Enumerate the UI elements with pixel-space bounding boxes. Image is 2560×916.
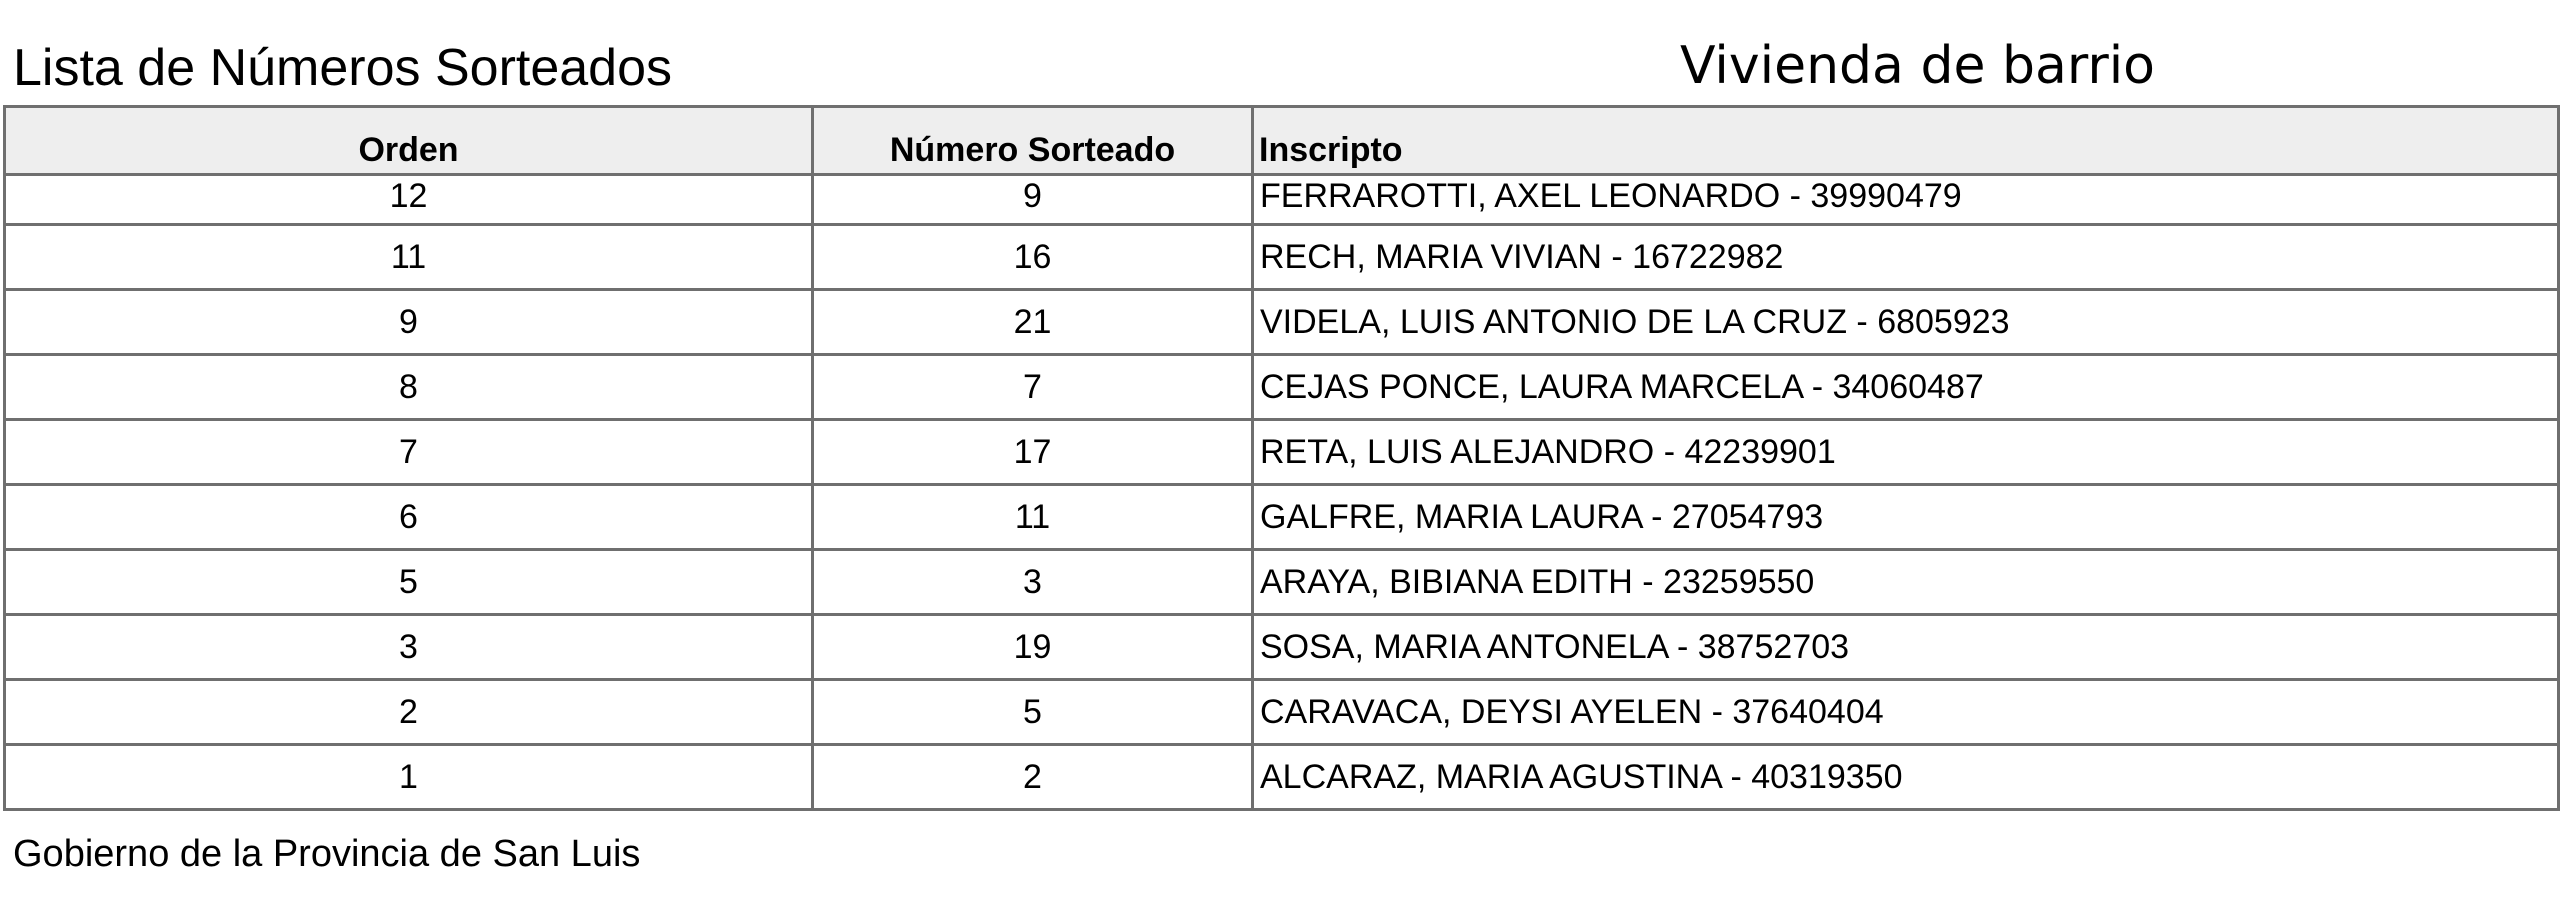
cell-orden: 6 xyxy=(5,485,813,550)
table-header-row xyxy=(5,107,2559,175)
page-title: Lista de Números Sorteados xyxy=(13,39,673,97)
table-row xyxy=(5,680,2559,745)
table-row xyxy=(5,550,2559,615)
cell-inscripto: CARAVACA, DEYSI AYELEN - 37640404 xyxy=(1253,680,2559,745)
cell-numero-sorteado: 16 xyxy=(813,225,1253,290)
cell-numero-sorteado: 19 xyxy=(813,615,1253,680)
cell-orden: 3 xyxy=(5,615,813,680)
cell-numero-sorteado: 21 xyxy=(813,290,1253,355)
cell-orden: 12 xyxy=(5,175,813,225)
cell-numero-sorteado: 7 xyxy=(813,355,1253,420)
cell-inscripto: RECH, MARIA VIVIAN - 16722982 xyxy=(1253,225,2559,290)
cell-numero-sorteado: 17 xyxy=(813,420,1253,485)
cell-inscripto: GALFRE, MARIA LAURA - 27054793 xyxy=(1253,485,2559,550)
cell-inscripto: FERRAROTTI, AXEL LEONARDO - 39990479 xyxy=(1253,175,2559,225)
table-row xyxy=(5,355,2559,420)
column-header-numero-sorteado: Número Sorteado xyxy=(813,107,1253,175)
table-row xyxy=(5,175,2559,225)
cell-inscripto: VIDELA, LUIS ANTONIO DE LA CRUZ - 6805923 xyxy=(1253,290,2559,355)
cell-orden: 2 xyxy=(5,680,813,745)
column-header-inscripto: Inscripto xyxy=(1253,107,2559,175)
cell-inscripto: SOSA, MARIA ANTONELA - 38752703 xyxy=(1253,615,2559,680)
cell-orden: 7 xyxy=(5,420,813,485)
cell-orden: 5 xyxy=(5,550,813,615)
cell-orden: 8 xyxy=(5,355,813,420)
cell-orden: 11 xyxy=(5,225,813,290)
table-row xyxy=(5,225,2559,290)
cell-numero-sorteado: 11 xyxy=(813,485,1253,550)
cell-inscripto: ALCARAZ, MARIA AGUSTINA - 40319350 xyxy=(1253,745,2559,810)
table-row xyxy=(5,615,2559,680)
cell-numero-sorteado: 9 xyxy=(813,175,1253,225)
table-row xyxy=(5,290,2559,355)
cell-orden: 9 xyxy=(5,290,813,355)
page-subtitle: Vivienda de barrio xyxy=(1680,36,2155,96)
table-row xyxy=(5,745,2559,810)
cell-inscripto: ARAYA, BIBIANA EDITH - 23259550 xyxy=(1253,550,2559,615)
cell-numero-sorteado: 5 xyxy=(813,680,1253,745)
cell-orden: 1 xyxy=(5,745,813,810)
table-row xyxy=(5,485,2559,550)
column-header-orden: Orden xyxy=(5,107,813,175)
table-row xyxy=(5,420,2559,485)
cell-inscripto: CEJAS PONCE, LAURA MARCELA - 34060487 xyxy=(1253,355,2559,420)
cell-numero-sorteado: 2 xyxy=(813,745,1253,810)
results-table xyxy=(3,105,2560,811)
cell-numero-sorteado: 3 xyxy=(813,550,1253,615)
cell-inscripto: RETA, LUIS ALEJANDRO - 42239901 xyxy=(1253,420,2559,485)
footer-text: Gobierno de la Provincia de San Luis xyxy=(13,833,641,875)
